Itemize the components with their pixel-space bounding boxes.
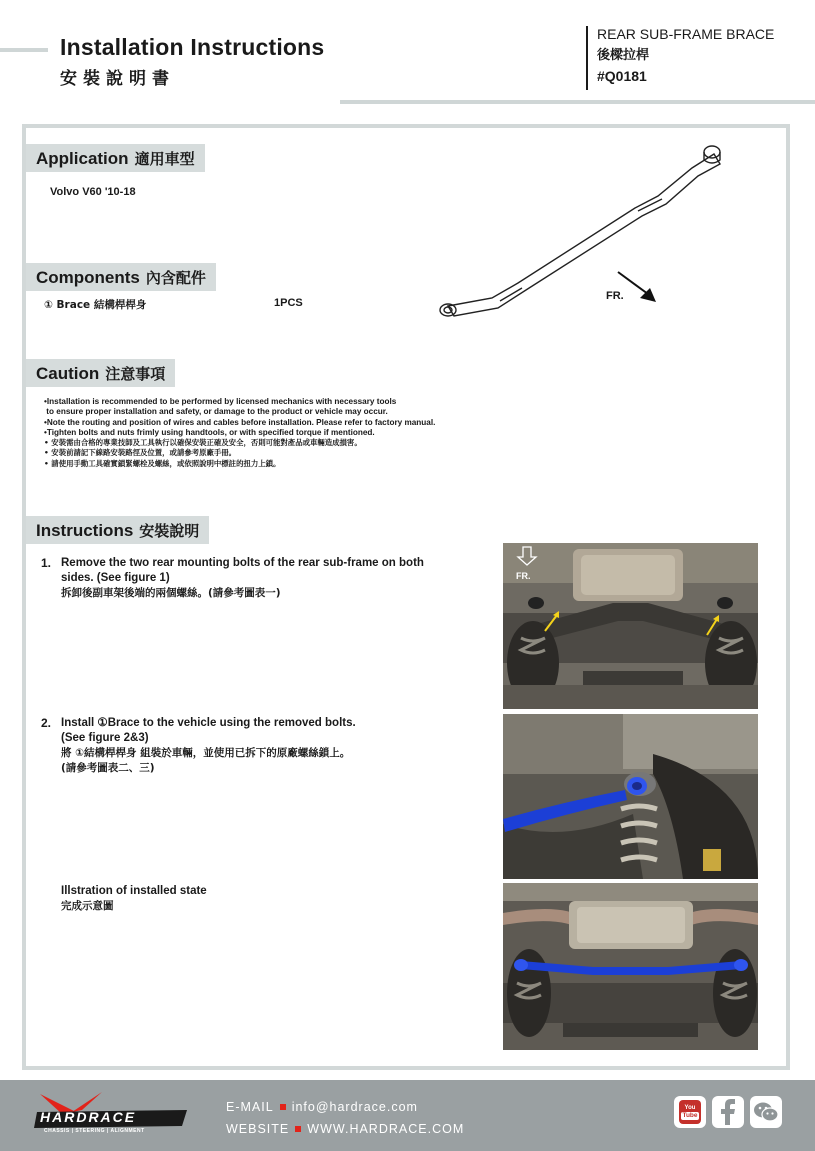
footer-contact	[226, 1096, 464, 1140]
caution-line: to ensure proper installation and safety, or damage to the product or vehicle may occur.	[44, 407, 388, 417]
step-number: 2.	[41, 716, 52, 730]
illustration-label-zh: 完成示意圖	[61, 900, 114, 912]
email-link[interactable]: info@hardrace.com	[291, 1100, 418, 1114]
step-text-zh: 將 ①結構桿桿身 組裝於車輛，並使用已拆下的原廠螺絲鎖上。	[61, 747, 351, 759]
youtube-icon[interactable]: You Tube	[674, 1096, 706, 1128]
logo-wordmark: HARDRACE	[40, 1109, 137, 1125]
step-text: (See figure 2&3)	[61, 732, 149, 744]
email-label: E-MAIL	[226, 1100, 274, 1114]
instructions-heading-en: Instructions	[36, 521, 134, 540]
instruction-step-2	[41, 716, 491, 776]
figure-1-direction-label: FR.	[516, 571, 531, 581]
direction-arrow-icon	[616, 270, 660, 304]
caution-line: •Tighten bolts and nuts frimly using handtools, or with specified torque if mentioned.	[44, 427, 375, 437]
step-text: Install ①Brace to the vehicle using the removed bolts.	[61, 717, 356, 729]
caution-line: •Note the routing and position of wires and cables before installation. Please refer to factory manual.	[44, 417, 436, 427]
instructions-heading	[26, 516, 209, 544]
website-label: WEBSITE	[226, 1122, 290, 1136]
facebook-icon[interactable]	[712, 1096, 744, 1128]
caution-line: •Installation is recommended to be performed by licensed mechanics with necessary tools	[44, 397, 397, 406]
step-number: 1.	[41, 556, 52, 570]
application-heading-zh: 適用車型	[134, 150, 195, 168]
step-text: sides. (See figure 1)	[61, 572, 170, 584]
step-text: Remove the two rear mounting bolts of the rear sub-frame on both	[61, 557, 424, 569]
caution-heading-zh: 注意事項	[105, 365, 166, 383]
caution-line-zh: • 請使用手動工具確實鎖緊螺栓及螺絲，或依照說明中標註的扭力上鎖。	[44, 458, 281, 468]
youtube-icon-text: Tube	[682, 1111, 698, 1119]
components-heading	[26, 263, 216, 291]
step-text-zh: (請參考圖表二、三)	[61, 762, 155, 774]
caution-heading-en: Caution	[36, 364, 100, 383]
wechat-icon[interactable]	[750, 1096, 782, 1128]
hardrace-logo	[32, 1090, 192, 1140]
components-heading-en: Components	[36, 268, 140, 287]
components-heading-zh: 內含配件	[145, 269, 206, 287]
brace-illustration	[430, 138, 730, 323]
instruction-step-1	[41, 556, 491, 601]
figure-3-photo	[503, 883, 758, 1050]
caution-heading	[26, 359, 175, 387]
component-item-label: ① Brace 結構桿桿身	[44, 299, 147, 311]
product-info	[597, 24, 774, 87]
product-name: REAR SUB-FRAME BRACE	[597, 26, 775, 42]
direction-label: FR.	[606, 290, 624, 302]
figure-2-photo	[503, 714, 758, 879]
figure-1-photo	[503, 543, 758, 709]
header-accent-line-left	[0, 48, 48, 52]
product-name-zh: 後樑拉桿	[597, 48, 650, 63]
instructions-heading-zh: 安裝說明	[139, 522, 200, 540]
document-title: Installation Instructions	[60, 34, 325, 60]
step-text-zh: 拆卸後副車架後端的兩個螺絲。(請參考圖表一)	[61, 587, 281, 599]
illustration-label: Illstration of installed state	[61, 885, 207, 897]
application-heading	[26, 144, 205, 172]
illustration-caption	[61, 884, 361, 914]
caution-line-zh: • 安裝需由合格的專業技師及工具執行以確保安裝正確及安全，否則可能對產品或車輛造成損害。	[44, 438, 362, 448]
caution-line-zh: • 安裝前請記下線路安裝路徑及位置，或請參考原廠手冊。	[44, 448, 237, 458]
document-title-zh: 安裝說明書	[60, 69, 175, 89]
vehicle-application: Volvo V60 '10-18	[50, 186, 136, 198]
component-item-qty: 1PCS	[274, 297, 303, 309]
header-accent-line-right	[340, 100, 815, 104]
logo-tagline: CHASSIS | STEERING | ALIGNMENT	[44, 1128, 145, 1134]
part-number: #Q0181	[597, 68, 647, 84]
header-divider	[586, 26, 588, 90]
caution-list	[44, 397, 435, 469]
application-heading-en: Application	[36, 149, 129, 168]
website-link[interactable]: WWW.HARDRACE.COM	[307, 1122, 465, 1136]
